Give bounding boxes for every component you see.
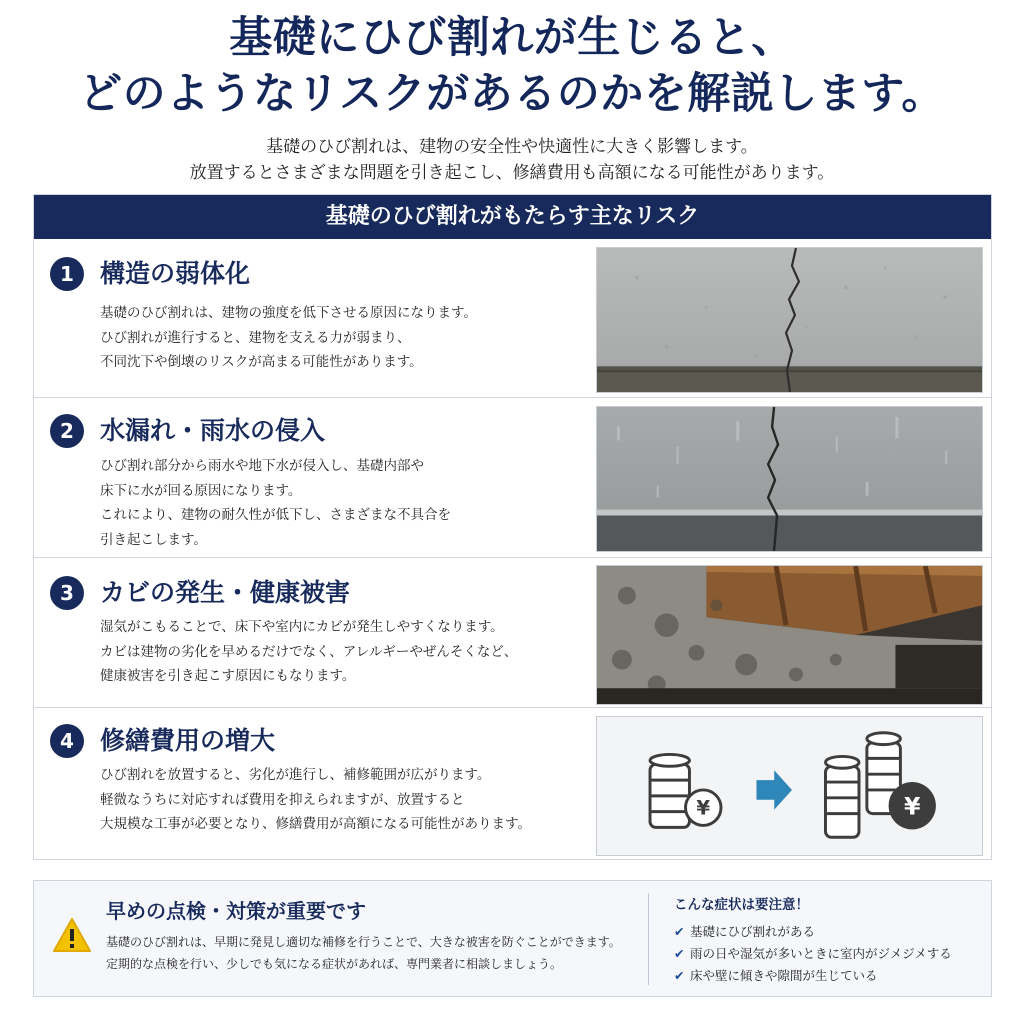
yen-symbol: ¥	[903, 792, 921, 821]
coin-stacks-increase-illustration	[596, 716, 983, 856]
risk-title: 修繕費用の増大	[100, 726, 276, 755]
risk-number-badge: 1	[50, 257, 84, 291]
risks-banner: 基礎のひび割れがもたらす主なリスク	[34, 195, 991, 239]
symptom-text: 床や壁に傾きや隙間が生じている	[690, 968, 878, 983]
check-icon: ✔	[674, 924, 685, 939]
yen-symbol: ¥	[696, 796, 711, 820]
risk-description-line: ひび割れを放置すると、劣化が進行し、補修範囲が広がります。	[100, 767, 491, 783]
risk-description-line: 引き起こします。	[100, 531, 207, 548]
risk-description-line: 軽微なうちに対応すれば費用を抑えられますが、放置すると	[100, 791, 465, 808]
large-coin-stacks-icon	[825, 733, 900, 837]
symptom-text: 基礎にひび割れがある	[690, 924, 816, 939]
arrow-right-icon	[756, 770, 791, 809]
risk-description-line: ひび割れ部分から雨水や地下水が侵入し、基礎内部や	[100, 458, 424, 474]
risk-description-line: 基礎のひび割れは、建物の強度を低下させる原因になります。	[100, 305, 477, 321]
risk-number-badge: 3	[50, 576, 84, 610]
tip-panel	[33, 880, 992, 997]
risk-item-mold	[34, 557, 991, 707]
risk-description-line: これにより、建物の耐久性が低下し、さまざまな不具合を	[100, 507, 451, 523]
page-headline	[0, 10, 1024, 122]
risk-description-line: 大規模な工事が必要となり、修繕費用が高額になる可能性があります。	[100, 816, 531, 832]
risk-description-line: 健康被害を引き起こす原因にもなります。	[100, 668, 356, 684]
risks-panel	[33, 194, 992, 860]
risk-number-badge: 2	[50, 414, 84, 448]
tip-title: 早めの点検・対策が重要です	[106, 899, 366, 923]
symptom-text: 雨の日や湿気が多いときに室内がジメジメする	[690, 946, 952, 961]
headline-line-1: 基礎にひび割れが生じると、	[229, 13, 795, 63]
tip-description-line: 基礎のひび割れは、早期に発見し適切な補修を行うことで、大きな被害を防ぐことができます。	[106, 935, 621, 949]
risk-description	[100, 615, 580, 689]
symptoms-title: こんな症状は要注意！	[674, 897, 809, 913]
risk-number-badge: 4	[50, 724, 84, 758]
risk-title: カビの発生・健康被害	[100, 578, 351, 607]
risk-description-line: 床下に水が回る原因になります。	[100, 482, 302, 499]
check-icon: ✔	[674, 946, 685, 961]
risk-description	[100, 454, 580, 552]
risk-item-cost	[34, 707, 991, 859]
risk-title: 水漏れ・雨水の侵入	[100, 416, 326, 445]
moldy-crawlspace-photo	[596, 565, 983, 705]
check-icon: ✔	[674, 968, 685, 983]
wet-concrete-crack-photo	[596, 406, 983, 552]
symptom-item	[674, 921, 984, 943]
symptom-item	[674, 943, 984, 965]
risk-title: 構造の弱体化	[100, 259, 251, 288]
tip-description	[106, 931, 646, 975]
symptoms-list	[674, 921, 984, 987]
risk-description-line: ひび割れが進行すると、建物を支える力が弱まり、	[100, 329, 411, 346]
headline-line-2: どのようなリスクがあるのかを解説します。	[79, 69, 945, 119]
risk-item-structure	[34, 239, 991, 397]
risk-description	[100, 301, 580, 375]
intro-line-2: 放置するとさまざまな問題を引き起こし、修繕費用も高額になる可能性があります。	[189, 163, 835, 183]
intro-text	[0, 134, 1024, 186]
risk-description-line: 不同沈下や倒壊のリスクが高まる可能性があります。	[100, 354, 423, 370]
divider	[648, 893, 649, 985]
intro-line-1: 基礎のひび割れは、建物の安全性や快適性に大きく影響します。	[266, 137, 758, 157]
risk-description-line: 湿気がこもることで、床下や室内にカビが発生しやすくなります。	[100, 619, 504, 635]
concrete-crack-photo	[596, 247, 983, 393]
risk-description	[100, 763, 580, 837]
small-coin-stack-icon	[650, 754, 689, 827]
risk-item-water	[34, 397, 991, 557]
warning-icon	[52, 917, 92, 953]
risk-description-line: カビは建物の劣化を早めるだけでなく、アレルギーやぜんそくなど、	[100, 643, 518, 660]
tip-description-line: 定期的な点検を行い、少しでも気になる症状があれば、専門業者に相談しましょう。	[106, 957, 563, 971]
symptom-item	[674, 965, 984, 987]
